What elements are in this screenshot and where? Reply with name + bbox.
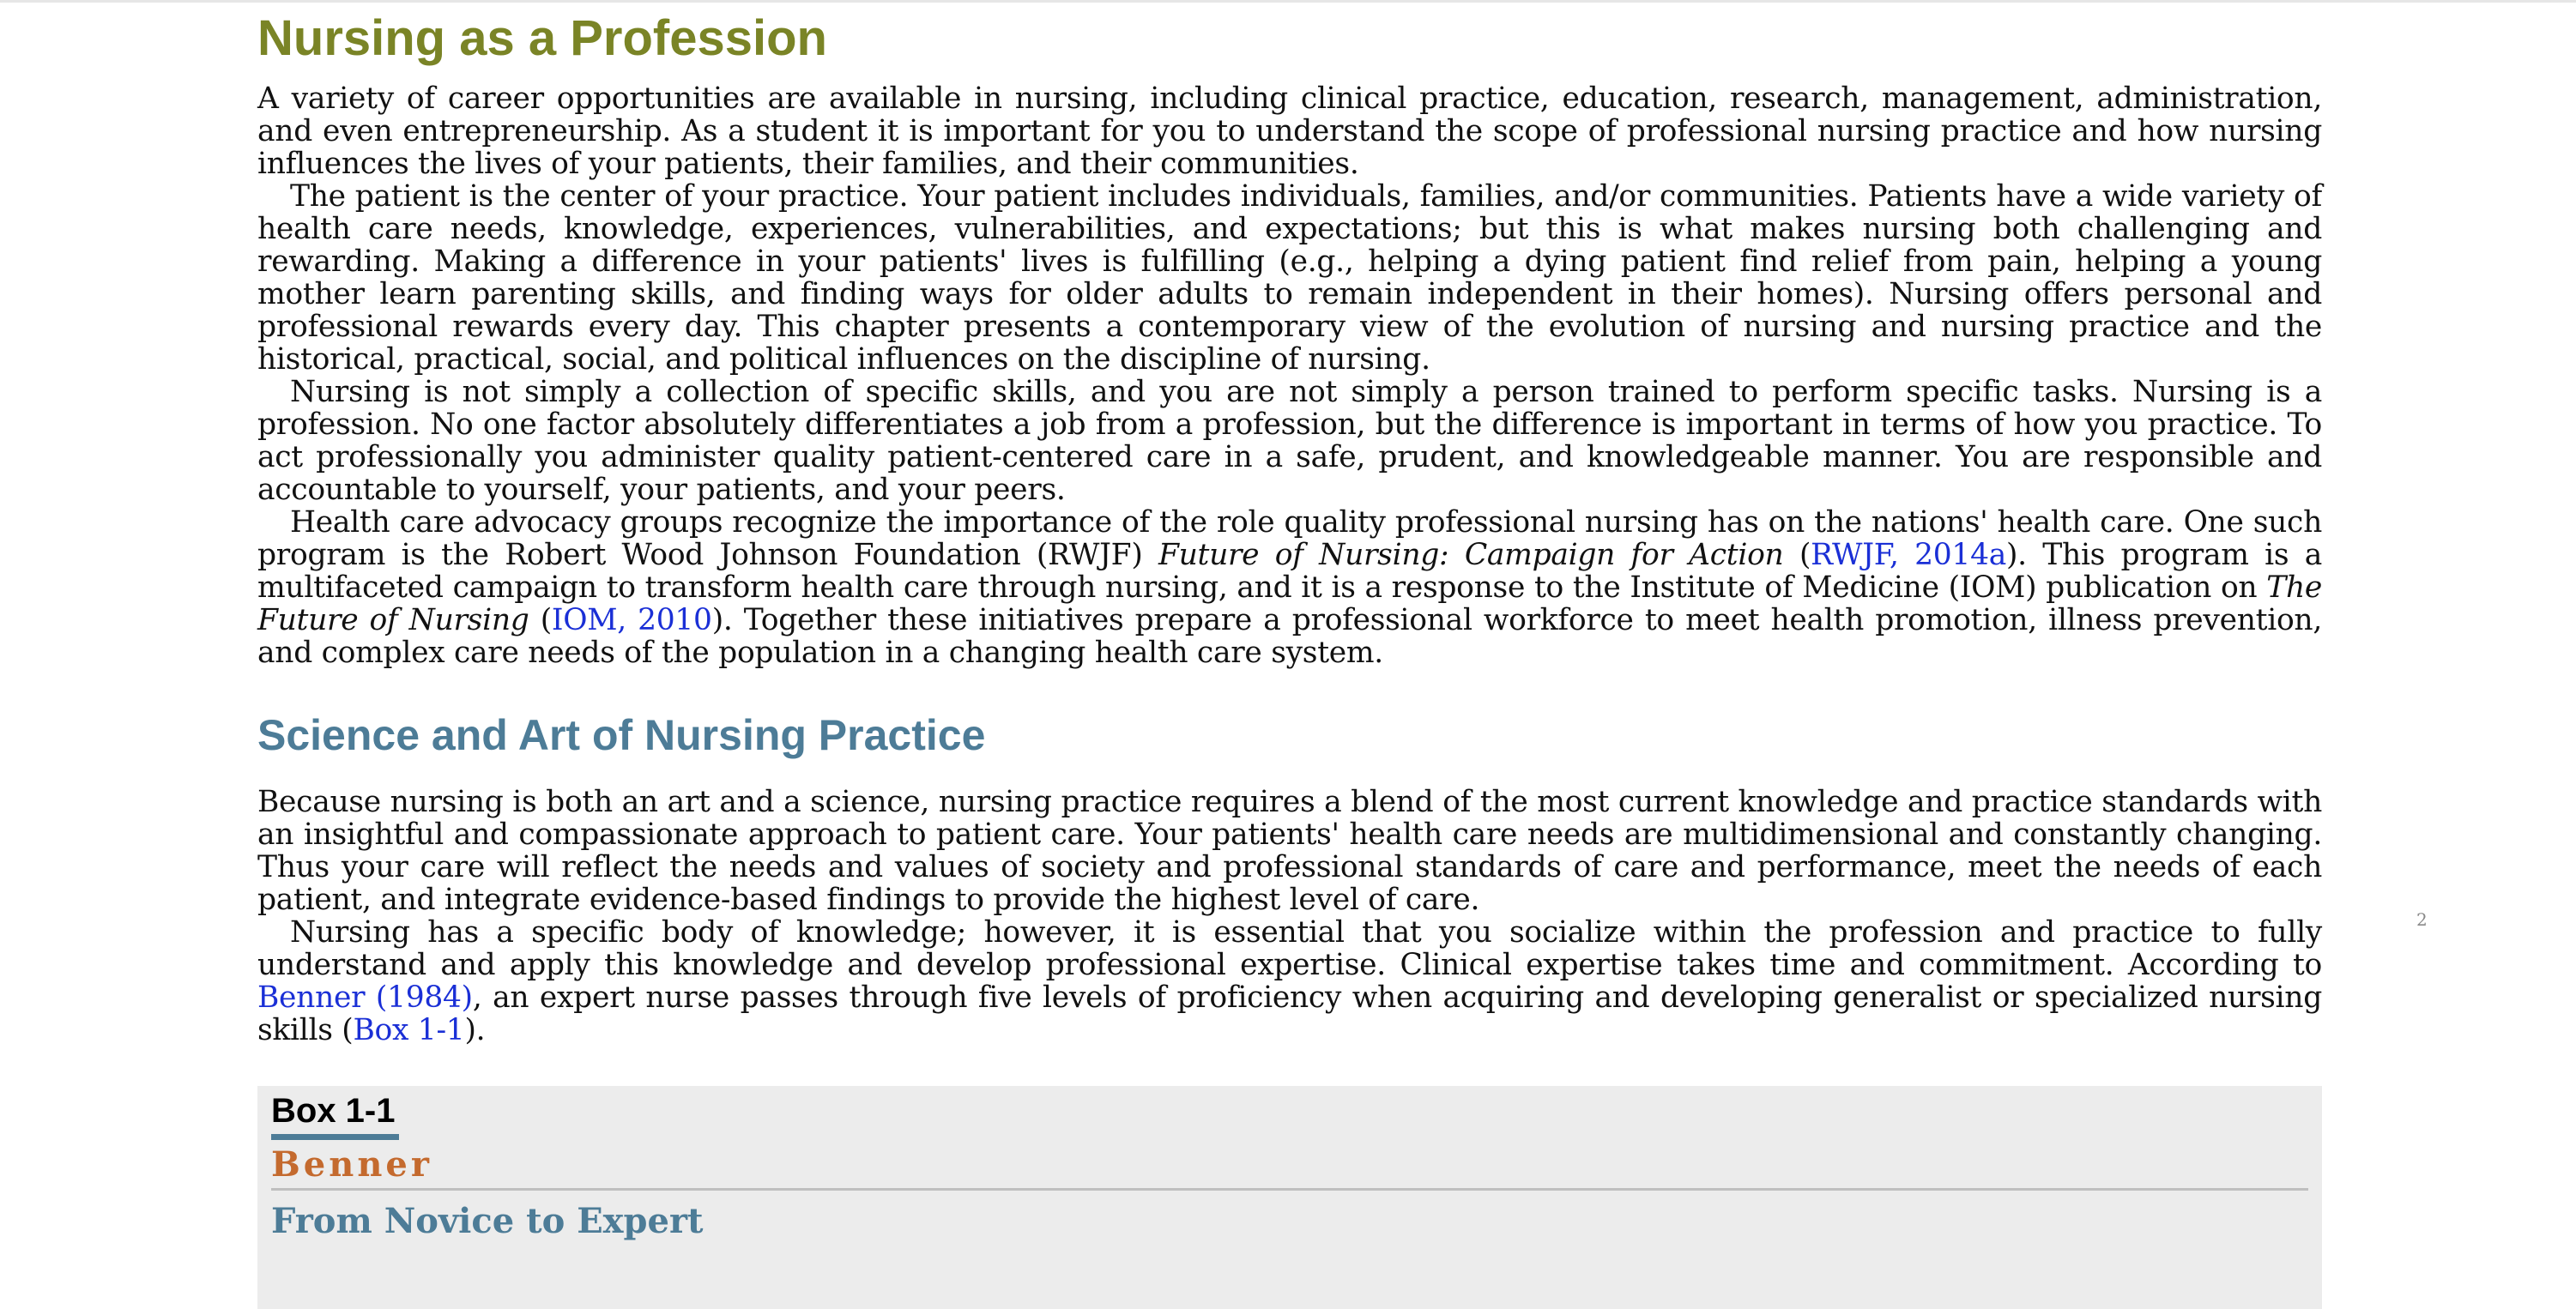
text-run: Nursing has a specific body of knowledge; however, it is essential that you socialize within the profession and practice to fully understand and apply this knowledge and develop professional expertise. Clinical expertise takes time and commitment. According to bbox=[257, 915, 2322, 982]
citation-link-rwjf[interactable]: RWJF, 2014a bbox=[1811, 538, 2007, 572]
paragraph-profession: Nursing is not simply a collection of specific skills, and you are not simply a person trained to perform specific tasks. Nursing is a profession. No one factor absolutely differentiates a job from a profession, but the difference is important in terms of how you practice. To act professionally you administer quality patient-centered care in a safe, prudent, and knowledgeable manner. You are responsible and accountable to yourself, your patients, and your peers. bbox=[257, 375, 2322, 507]
paragraph-art-science: Because nursing is both an art and a science, nursing practice requires a blend of the most current knowledge and practice standards with an insightful and compassionate approach to patient care. Your patients' health care needs are multidimensional and constantly changing. Thus your care will reflect the needs and values of society and professional standards of care and performance, meet the needs of each patient, and integrate evidence-based findings to provide the highest level of care. bbox=[257, 785, 2322, 917]
top-border bbox=[0, 0, 2576, 3]
paragraph-advocacy bbox=[257, 506, 2322, 669]
box-subtitle: From Novice to Expert bbox=[271, 1201, 704, 1241]
italic-title: Future of Nursing: Campaign for Action bbox=[1158, 538, 1784, 572]
box-label: Box 1-1 bbox=[271, 1088, 399, 1140]
text-run: Health care advocacy groups recognize the importance of the role quality professional nursing has on the nations' health care. One such program is the Robert Wood Johnson Foundation (RWJF) bbox=[257, 505, 2322, 572]
text-run: ( bbox=[529, 603, 552, 637]
text-run: , an expert nurse passes through five levels of proficiency when acquiring and developing generalist or specialized nursing skills ( bbox=[257, 980, 2322, 1047]
box-reference-link[interactable]: Box 1-1 bbox=[353, 1013, 465, 1047]
text-run: ). Together these initiatives prepare a professional workforce to meet health promotion, illness prevention, and complex care needs of the population in a changing health care system. bbox=[257, 603, 2323, 670]
text-run: ). This program is a multifaceted campaign to transform health care through nursing, and it is a response to the Institute of Medicine (IOM) publication on bbox=[257, 538, 2322, 605]
page-number: 2 bbox=[2416, 909, 2428, 930]
paragraph-patient-center: The patient is the center of your practice. Your patient includes individuals, families, and/or communities. Patients have a wide variety of health care needs, knowledge, experiences, vulnerabilities, and expectations; but this is what makes nursing both challenging and rewarding. Making a difference in your patients' lives is fulfilling (e.g., helping a dying patient find relief from pain, helping a young mother learn parenting skills, and finding ways for older adults to remain independent in their homes). Nursing offers personal and professional rewards every day. This chapter presents a contemporary view of the evolution of nursing and nursing practice and the historical, practical, social, and political influences on the discipline of nursing. bbox=[257, 179, 2322, 377]
paragraph-body-of-knowledge bbox=[257, 916, 2322, 1047]
section-title: Science and Art of Nursing Practice bbox=[257, 711, 986, 759]
chapter-title: Nursing as a Profession bbox=[257, 10, 827, 66]
box-name: Benner bbox=[271, 1143, 2308, 1191]
text-run: ). bbox=[464, 1013, 486, 1047]
citation-link-benner[interactable]: Benner (1984) bbox=[257, 980, 473, 1015]
italic-title: The Future of Nursing bbox=[257, 570, 2322, 637]
box-1-1 bbox=[257, 1086, 2322, 1309]
document-content bbox=[257, 5, 2322, 1309]
text-run: ( bbox=[1783, 538, 1811, 572]
paragraph-intro: A variety of career opportunities are available in nursing, including clinical practice, education, research, management, administration, and even entrepreneurship. As a student it is important for you to understand the scope of professional nursing practice and how nursing influences the lives of your patients, their families, and their communities. bbox=[257, 81, 2322, 181]
citation-link-iom[interactable]: IOM, 2010 bbox=[551, 603, 712, 637]
